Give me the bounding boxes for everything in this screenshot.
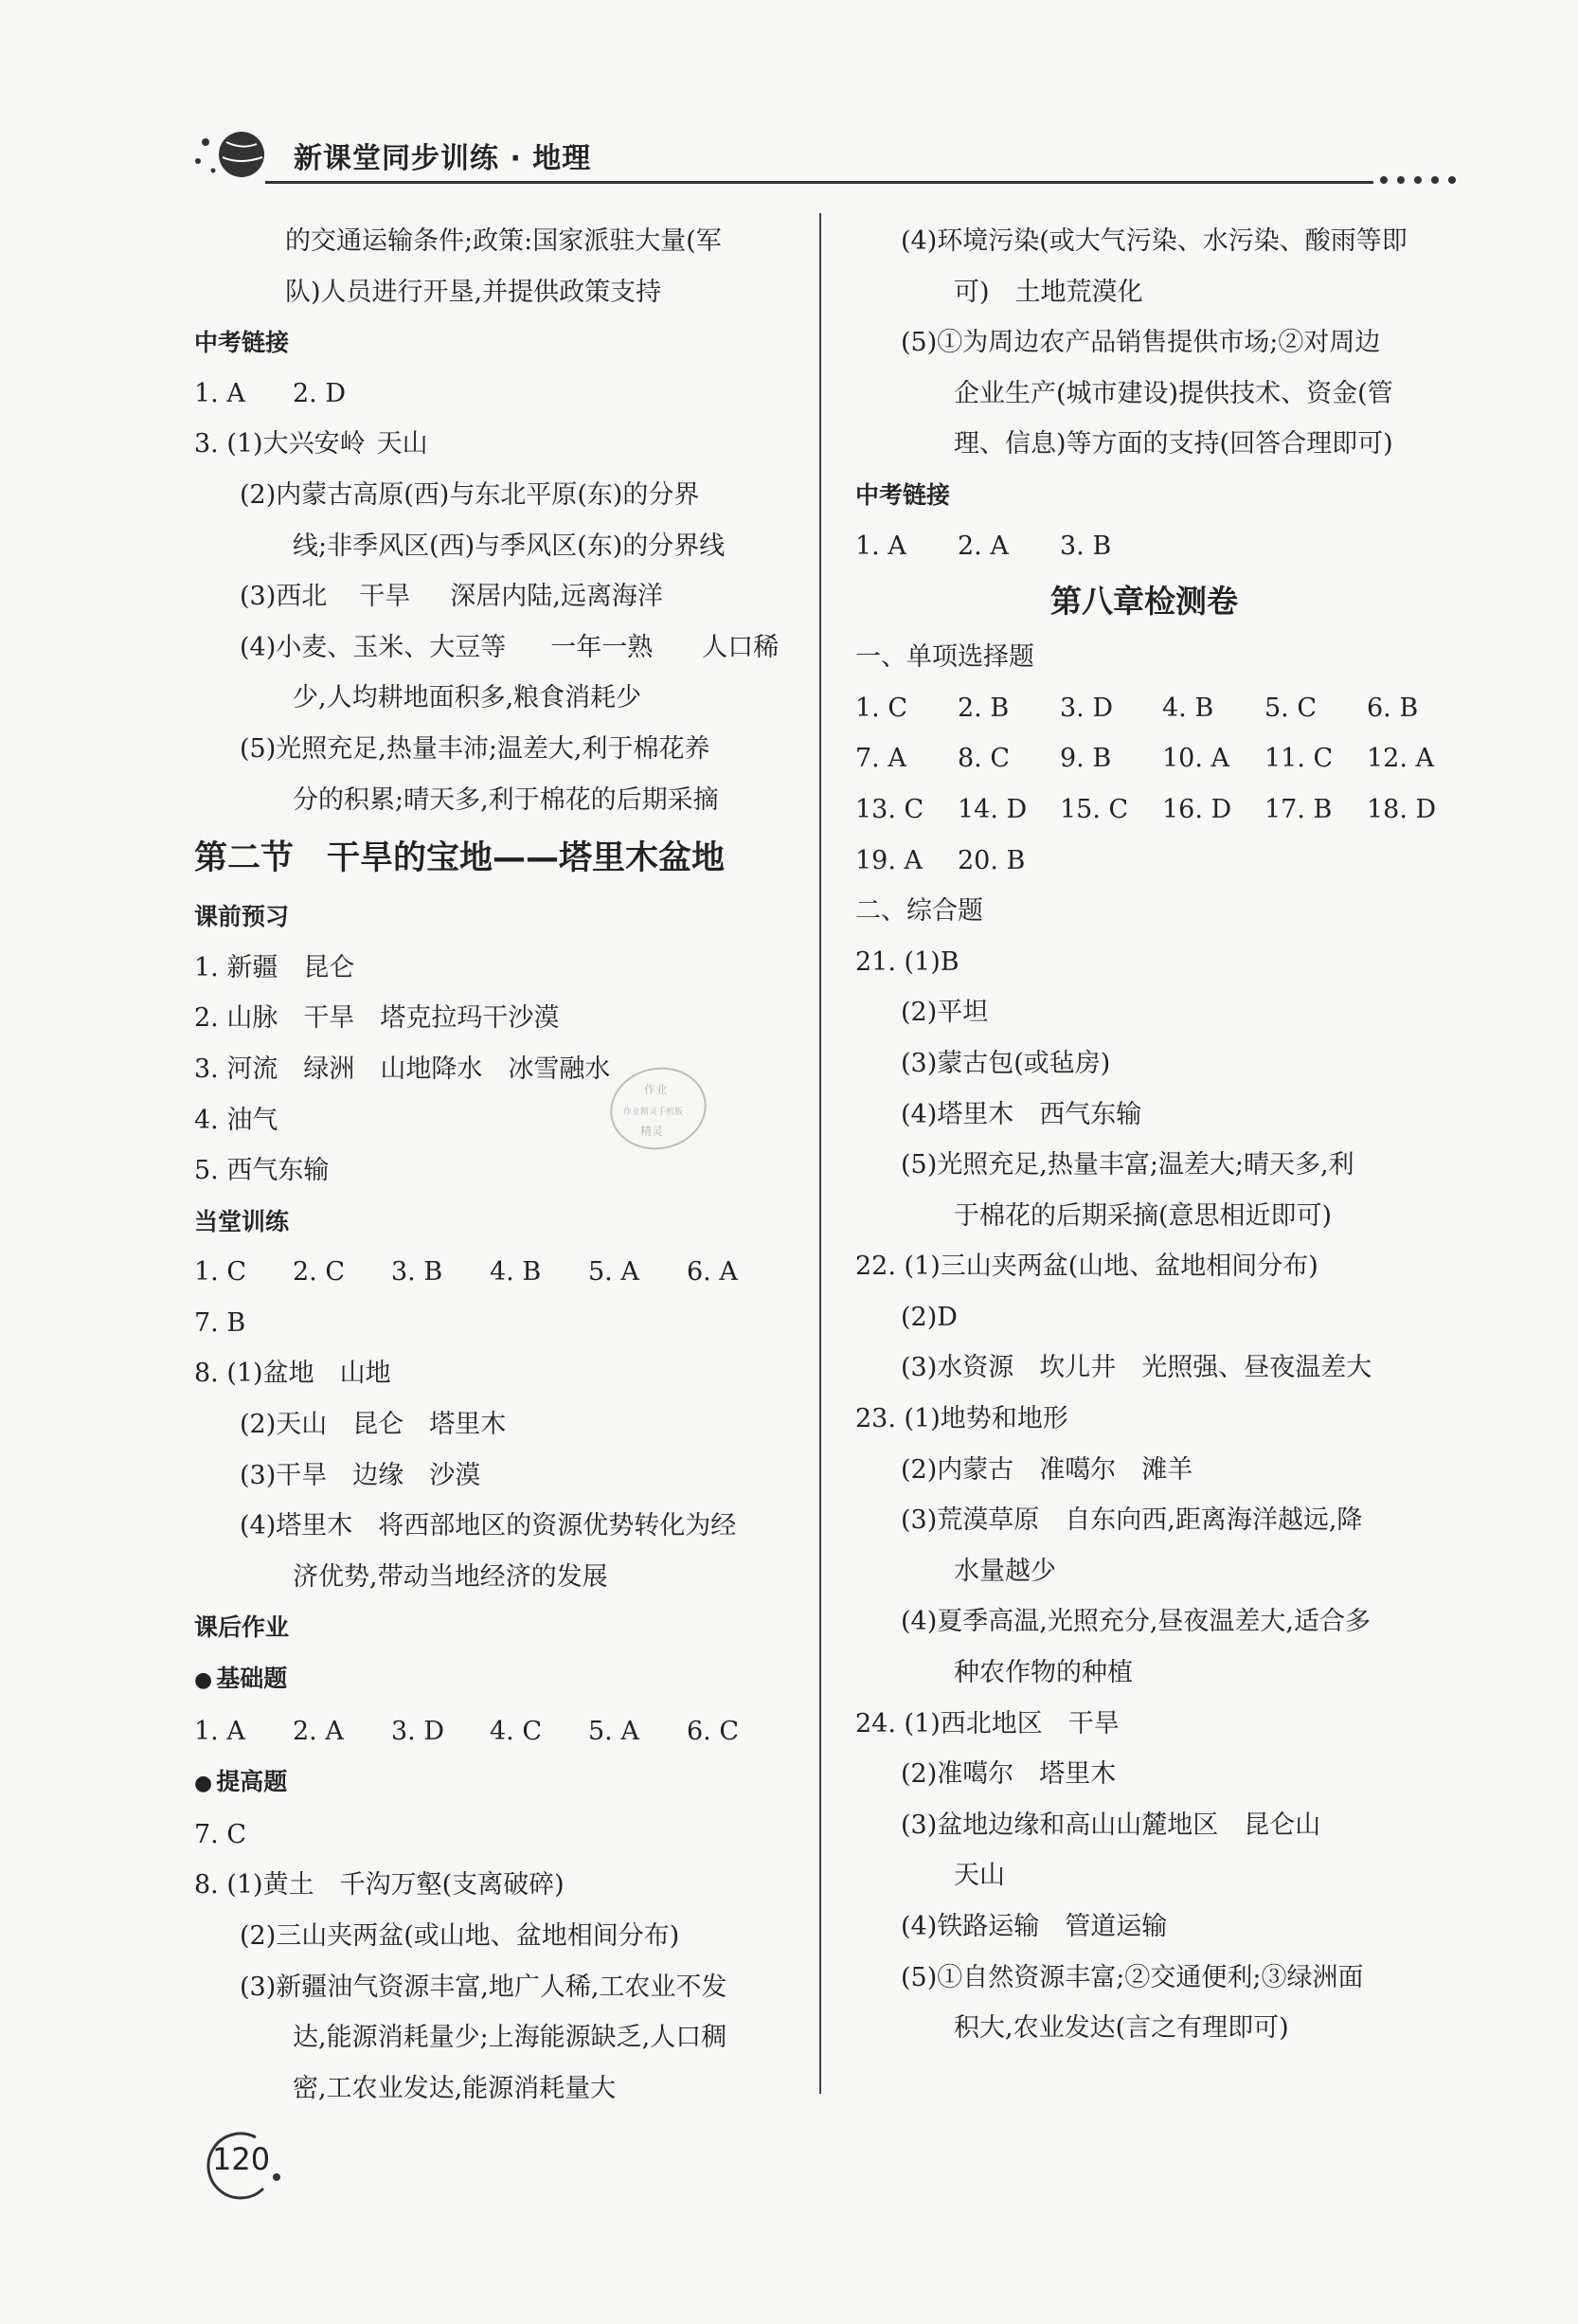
answer-row [855,521,1471,572]
answer-line: (2)平坦 [901,998,989,1028]
left-column [194,216,810,2114]
answer-line: 队)人员进行开垦,并提供政策支持 [285,277,662,307]
subsection-label-advanced: ● 提高题 [194,1757,810,1810]
answer-item: 1. C [194,1257,247,1288]
answer-item: 7. A [855,744,906,774]
answer-line: 22. (1)三山夹两盆(山地、盆地相间分布) [855,1252,1318,1282]
answer-item: 深居内陆,远离海洋 [450,582,663,612]
answer-item: 4. B [490,1257,542,1288]
page-number-badge [199,2130,303,2206]
answer-item: 8. C [958,744,1011,774]
answer-row [194,1247,810,1298]
answer-line: (5)光照充足,热量丰沛;温差大,利于棉花养 [240,733,710,764]
answer-line: 可) 土地荒漠化 [954,277,1143,307]
answer-item: 10. A [1162,744,1230,774]
answer-line: (4)铁路运输 管道运输 [901,1912,1168,1941]
answer-line: (3)盆地边缘和高山山麓地区 昆仑山 [901,1810,1321,1840]
answer-item: 大兴安岭 [262,429,366,459]
answer-item: 2. C [293,1257,346,1288]
section-label-zhongkao: 中考链接 [855,480,951,509]
answer-line: (3)水资源 坎儿井 光照强、昼夜温差大 [901,1353,1372,1383]
answer-item: 6. A [687,1257,738,1288]
answer-item: 3. D [391,1716,444,1746]
answer-item: 2. A [958,531,1009,561]
answer-line: 密,工农业发达,能源消耗量大 [293,2073,617,2103]
answer-item: 3. B [1060,531,1112,561]
stamp-text-middle: 作业精灵手机版 [623,1108,684,1117]
question-number: (4) [240,632,277,662]
answer-item: 20. B [958,845,1026,875]
answer-item: 9. B [1060,744,1112,774]
book-title: 新课堂同步训练 · 地理 [294,142,592,175]
answer-line: 理、信息)等方面的支持(回答合理即可) [954,429,1393,459]
answer-line: 21. (1)B [855,946,959,977]
answer-line: 达,能源消耗量少;上海能源缺乏,人口稠 [293,2023,727,2053]
answer-item: 小麦、玉米、大豆等 [276,632,507,662]
answer-row [194,369,810,420]
answer-line [194,622,810,674]
answer-line: 少,人均耕地面积多,粮食消耗少 [293,683,642,713]
header-dots-ornament [1378,171,1459,189]
answer-line: 2. 山脉 干旱 塔克拉玛干沙漠 [194,1003,560,1034]
answer-item: 4. C [490,1716,543,1746]
column-divider [819,213,821,2094]
stamp-text-top: 作业 [644,1083,668,1096]
section-label-homework: 课后作业 [194,1613,290,1642]
watermark-stamp [606,1061,710,1156]
question-number: (3) [240,582,277,612]
answer-line: 线;非季风区(西)与季风区(东)的分界线 [293,531,726,561]
chapter-title: 第八章检测卷 [1050,583,1238,621]
globe-logo-icon [185,121,279,188]
answer-line: 3. 河流 绿洲 山地降水 冰雪融水 [194,1054,611,1084]
section-label-preview: 课前预习 [194,903,290,931]
answer-line: 分的积累;晴天多,利于棉花的后期采摘 [293,784,719,815]
answer-line: 济优势,带动当地经济的发展 [293,1561,608,1592]
answer-line: 23. (1)地势和地形 [855,1404,1068,1434]
page-header [185,121,1454,188]
answer-row [855,836,1471,887]
answer-item: 12. A [1367,744,1435,774]
answer-item: 2. A [293,1716,344,1746]
answer-line: 8. (1)黄土 千沟万壑(支离破碎) [194,1870,565,1901]
answer-line: (5)①自然资源丰富;②交通便利;③绿洲面 [901,1962,1364,1992]
answer-item: 3. D [1060,693,1113,723]
section-title: 第二节 干旱的宝地——塔里木盆地 [194,839,726,878]
answer-line: (3)干旱 边缘 沙漠 [240,1460,481,1490]
answer-item: 6. C [687,1716,740,1746]
answer-line: 种农作物的种植 [954,1658,1133,1688]
answer-item: 3. B [391,1257,443,1288]
answer-line: 8. (1)盆地 山地 [194,1359,391,1389]
answer-item: 1. A [855,531,906,561]
answer-line: (4)塔里木 西气东输 [901,1099,1142,1129]
section-label-classwork: 当堂训练 [194,1207,290,1235]
answer-item: 5. A [588,1257,639,1288]
answer-line: 的交通运输条件;政策:国家派驻大量(军 [285,226,722,256]
answer-line: (2)三山夹两盆(或山地、盆地相间分布) [240,1921,680,1951]
answer-item: 16. D [1162,794,1232,824]
answer-line: (2)D [901,1302,958,1332]
answer-line [194,571,810,622]
answer-row [855,784,1471,836]
answer-item: 2. D [293,378,346,408]
answer-line: 积大,农业发达(言之有理即可) [954,2013,1289,2044]
answer-line: (2)天山 昆仑 塔里木 [240,1410,507,1440]
answer-item: 1. C [855,693,908,723]
answer-line: (5)光照充足,热量丰富;温差大;晴天多,利 [901,1150,1354,1180]
page-number: 120 [212,2141,271,2177]
answer-line: (5)①为周边农产品销售提供市场;②对周边 [901,328,1381,358]
answer-line: 天山 [954,1861,1005,1891]
answer-line: 4. 油气 [194,1105,278,1135]
answer-item: 15. C [1060,794,1129,824]
answer-item: 17. B [1264,794,1333,824]
answer-row [194,1706,810,1757]
answer-item: 4. B [1162,693,1214,723]
answer-item: 1. A [194,378,245,408]
answer-line: 水量越少 [954,1556,1056,1586]
answer-line: (4)塔里木 将西部地区的资源优势转化为经 [240,1511,737,1541]
part-label: 一、单项选择题 [855,642,1034,673]
answer-item: 干旱 [359,582,411,612]
answer-item: 一年一熟 [550,632,654,662]
answer-item: 6. B [1367,693,1419,723]
stamp-text-bottom: 精灵 [640,1125,664,1138]
answer-item: 11. C [1264,744,1334,774]
answer-item: 1. A [194,1716,245,1746]
subsection-label-basic: ● 基础题 [194,1653,810,1706]
answer-item: 5. A [588,1716,639,1746]
answer-line: (4)环境污染(或大气污染、水污染、酸雨等即 [901,226,1408,256]
answer-line [194,419,810,470]
answer-line: (2)内蒙古 准噶尔 滩羊 [901,1454,1193,1485]
answer-line: 于棉花的后期采摘(意思相近即可) [954,1200,1333,1231]
answer-item: 西北 [276,582,328,612]
right-column [855,216,1471,2054]
answer-line: (4)夏季高温,光照充分,昼夜温差大,适合多 [901,1607,1371,1637]
answer-item: 人口稀 [702,632,780,662]
answer-line: 企业生产(城市建设)提供技术、资金(管 [954,378,1393,408]
answer-line: 24. (1)西北地区 干旱 [855,1708,1120,1738]
answer-line: (2)内蒙古高原(西)与东北平原(东)的分界 [240,479,700,510]
answer-item: 18. D [1367,794,1437,824]
header-rule [265,181,1373,184]
answer-item: 19. A [855,845,923,875]
answer-row [855,733,1471,784]
answer-line: 7. C [194,1819,247,1849]
answer-item: 14. D [958,794,1028,824]
answer-line: 7. B [194,1307,246,1338]
answer-item: 5. C [1264,693,1318,723]
answer-item: 天山 [376,429,428,459]
answer-line: (3)蒙古包(或毡房) [901,1048,1111,1078]
question-number: 3. (1) [194,429,263,459]
section-label-zhongkao: 中考链接 [194,329,290,357]
answer-item: 2. B [958,693,1010,723]
answer-item: 13. C [855,794,924,824]
answer-line: (3)新疆油气资源丰富,地广人稀,工农业不发 [240,1972,727,2002]
answer-line: (3)荒漠草原 自东向西,距离海洋越远,降 [901,1505,1363,1536]
answer-line: (2)准噶尔 塔里木 [901,1759,1117,1790]
answer-line: 1. 新疆 昆仑 [194,952,355,982]
answer-row [855,683,1471,734]
answer-line: 5. 西气东输 [194,1156,330,1186]
part-label: 二、综合题 [855,896,983,927]
